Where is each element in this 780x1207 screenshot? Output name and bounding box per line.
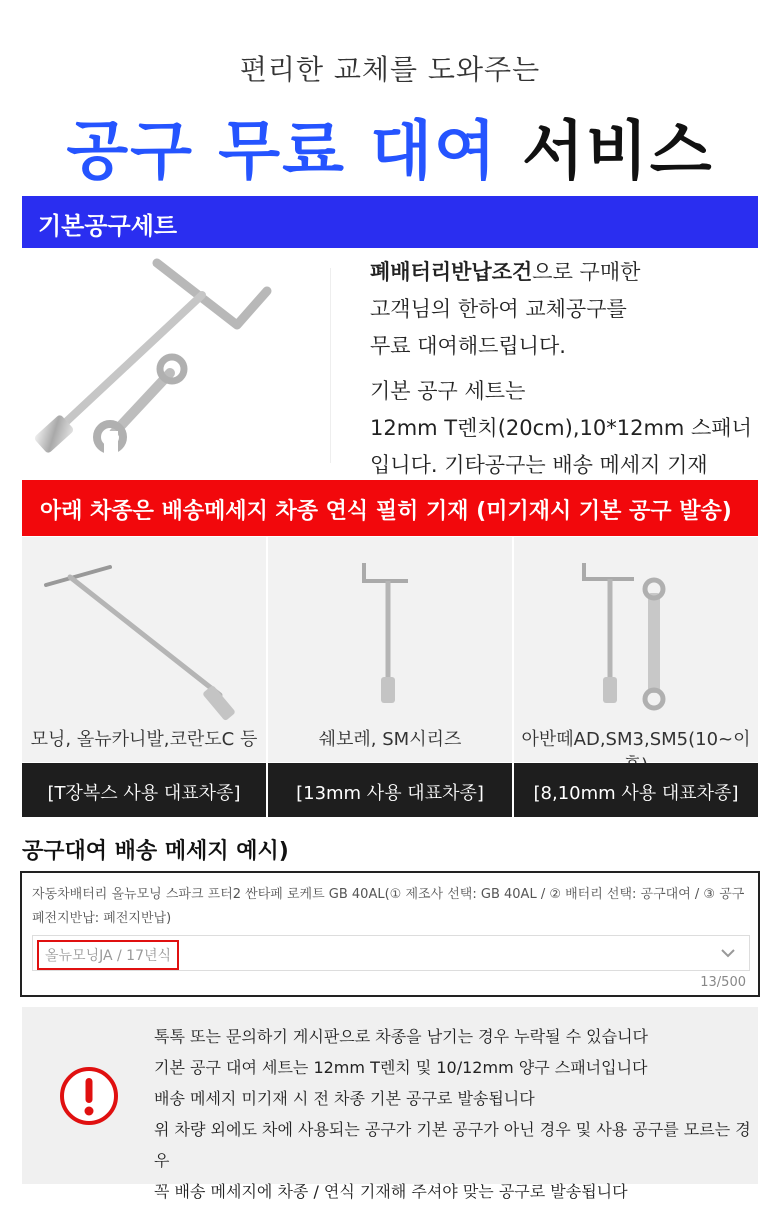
title-suffix: 서비스 xyxy=(522,115,714,189)
basic-set-heading: 기본공구세트 xyxy=(22,196,758,248)
tool-caption-8-10mm: [8,10mm 사용 대표차종] xyxy=(514,763,758,817)
char-count: 13/500 xyxy=(700,975,746,990)
notice-line: 배송 메세지 미기재 시 전 차종 기본 공구로 발송됩니다 xyxy=(154,1089,535,1108)
selected-option-text: 자동차배터리 올뉴모닝 스파크 프터2 싼타페 로케트 GB 40AL(① 제조사 선택: GB 40AL / ② 배터리 선택: 공구대여 / ③ 공구 폐전지반납: 폐전지반납) xyxy=(32,887,745,926)
desc-line-3: 무료 대여해드립니다. xyxy=(370,334,566,358)
notice-line: 꼭 배송 메세지에 차종 / 연식 기재해 주셔야 맞는 공구로 발송됩니다 xyxy=(154,1182,628,1201)
tool-vehicles-label: 아반떼AD,SM3,SM5(10~이 xyxy=(521,729,751,750)
title-highlight: 공구 무료 대여 xyxy=(66,115,498,189)
delivery-message-value: 올뉴모닝JA / 17년식 xyxy=(37,940,179,970)
vehicle-notice-heading: 아래 차종은 배송메세지 차종 연식 필히 기재 (미기재시 기본 공구 발송) xyxy=(22,480,758,536)
delivery-message-example xyxy=(20,871,760,997)
desc-line-2: 고객님의 한하여 교체공구를 xyxy=(370,297,627,321)
tool-vehicles-label: 모닝, 올뉴카니발,코란도C 등 xyxy=(30,729,258,750)
notice-box xyxy=(22,1007,758,1201)
tool-vehicles-label: 쉐보레, SM시리즈 xyxy=(318,729,462,750)
basic-set-contents xyxy=(370,373,752,484)
notice-line: 톡톡 또는 문의하기 게시판으로 차종을 남기는 경우 누락될 수 있습니다 xyxy=(154,1027,648,1046)
tool-caption-t-box: [T장복스 사용 대표차종] xyxy=(22,763,266,817)
return-condition: 폐배터리반납조건 xyxy=(370,260,533,284)
example-title: 공구대여 배송 메세지 예시) xyxy=(22,839,289,864)
notice-line: 기본 공구 대여 세트는 12mm T렌치 및 10/12mm 양구 스패너입니다 xyxy=(154,1058,648,1077)
divider xyxy=(330,268,331,463)
notice-text xyxy=(154,1021,758,1207)
chevron-down-icon[interactable] xyxy=(719,944,737,962)
tool-caption-13mm: [13mm 사용 대표차종] xyxy=(268,763,512,817)
desc-line-6: 입니다. 기타공구는 배송 메세지 기재 xyxy=(370,453,708,477)
page-title xyxy=(0,100,780,192)
t-wrench-and-spanner-image xyxy=(22,255,332,470)
desc-line-1: 으로 구매한 xyxy=(532,260,641,284)
tool-card-t-box xyxy=(22,537,266,762)
tool-card-8-10mm xyxy=(514,537,758,762)
page-subtitle: 편리한 교체를 도와주는 xyxy=(239,53,541,86)
delivery-message-field[interactable] xyxy=(32,935,750,971)
tool-card-13mm xyxy=(268,537,512,762)
desc-line-5: 12mm T렌치(20cm),10*12mm 스패너 xyxy=(370,416,752,440)
notice-line: 위 차량 외에도 차에 사용되는 공구가 기본 공구가 아닌 경우 및 사용 공구를 모르는 경우 xyxy=(154,1120,751,1170)
alert-icon xyxy=(58,1065,120,1127)
desc-line-4: 기본 공구 세트는 xyxy=(370,379,526,403)
basic-set-description xyxy=(370,254,640,365)
